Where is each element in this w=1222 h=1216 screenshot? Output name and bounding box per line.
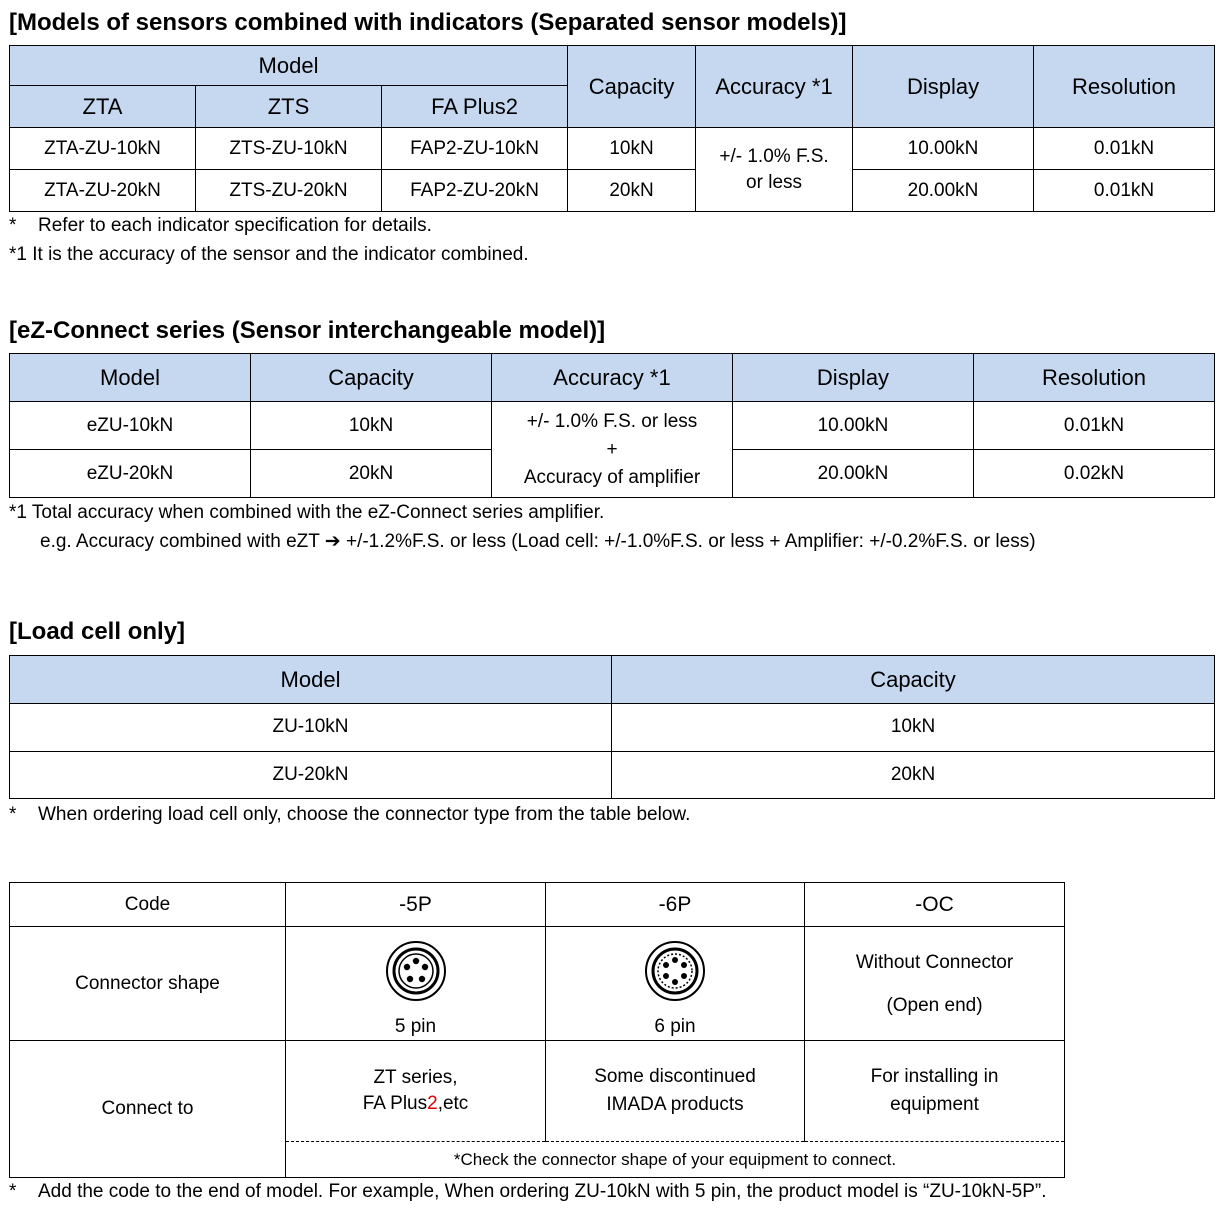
cell-accuracy (492, 402, 733, 498)
connect-oc-line2: equipment (890, 1094, 979, 1115)
cell-zta: ZTA-ZU-20kN (10, 170, 196, 212)
accuracy-line1: +/- 1.0% F.S. (719, 145, 829, 167)
shape-oc-line2: (Open end) (886, 994, 983, 1016)
cell-zts: ZTS-ZU-10kN (196, 128, 382, 170)
section4-note: Add the code to the end of model. For example, When ordering ZU-10kN with 5 pin, the product model is “ZU-10kN-5P”. (38, 1181, 1047, 1202)
header-display: Display (853, 46, 1034, 128)
header-capacity: Capacity (251, 354, 492, 402)
table-row (10, 402, 1215, 450)
shape-5p-label: 5 pin (394, 1016, 437, 1037)
section1-heading: [Models of sensors combined with indicators (Separated sensor models)] (9, 9, 847, 36)
connect-5p-line2c: ,etc (437, 1093, 469, 1114)
shape-oc-line1: Without Connector (855, 951, 1014, 973)
header-model: Model (10, 354, 251, 402)
header-resolution: Resolution (1034, 46, 1215, 128)
section4-note-star: * (9, 1181, 17, 1202)
accuracy-line2: or less (746, 171, 803, 193)
cell-display: 20.00kN (853, 170, 1034, 212)
code-5p: -5P (286, 883, 546, 927)
separated-sensor-table (9, 45, 1215, 212)
section3-note-star: * (9, 804, 17, 825)
table-row (10, 751, 1215, 798)
connect-5p-line2b: 2 (427, 1093, 438, 1114)
table-row (10, 704, 1215, 751)
connect-5p-cell (286, 1041, 546, 1142)
section1-note1: Refer to each indicator specification for details. (38, 215, 432, 236)
accuracy-line3: Accuracy of amplifier (523, 466, 701, 488)
cell-capacity: 10kN (568, 128, 696, 170)
code-6p: -6P (546, 883, 805, 927)
header-model: Model (10, 656, 612, 704)
code-oc: -OC (805, 883, 1065, 927)
cell-model: eZU-10kN (10, 402, 251, 450)
section1-note1-star: * (9, 215, 17, 236)
header-faplus2: FA Plus2 (382, 86, 568, 128)
check-note: *Check the connector shape of your equipment to connect. (286, 1142, 1065, 1178)
shape-6p-cell (546, 927, 805, 1041)
cell-resolution: 0.01kN (1034, 170, 1215, 212)
cell-model: eZU-20kN (10, 450, 251, 498)
cell-accuracy (696, 128, 853, 212)
connect-5p-line2a: FA Plus (362, 1093, 428, 1114)
code-label: Code (10, 883, 286, 927)
connector-6pin-icon (644, 940, 706, 1002)
header-capacity: Capacity (568, 46, 696, 128)
header-resolution: Resolution (974, 354, 1215, 402)
header-zts: ZTS (196, 86, 382, 128)
section2-note1: *1 Total accuracy when combined with the eZ-Connect series amplifier. (9, 502, 605, 523)
accuracy-line1: +/- 1.0% F.S. or less (526, 410, 698, 432)
cell-model: ZU-20kN (10, 751, 612, 798)
cell-resolution: 0.01kN (1034, 128, 1215, 170)
cell-model: ZU-10kN (10, 704, 612, 751)
shape-oc-cell (805, 927, 1065, 1041)
cell-fap2: FAP2-ZU-20kN (382, 170, 568, 212)
cell-display: 10.00kN (853, 128, 1034, 170)
header-model: Model (10, 46, 568, 86)
ez-connect-table (9, 353, 1215, 498)
cell-capacity: 20kN (251, 450, 492, 498)
header-capacity: Capacity (612, 656, 1215, 704)
load-cell-table (9, 655, 1215, 799)
table-row (10, 128, 1215, 170)
shape-label: Connector shape (10, 927, 286, 1041)
cell-resolution: 0.01kN (974, 402, 1215, 450)
shape-5p-cell (286, 927, 546, 1041)
section2-note2: e.g. Accuracy combined with eZT ➔ +/-1.2%F.S. or less (Load cell: +/-1.0%F.S. or less + Amplifier: +/-0.2%F.S. or less) (40, 531, 1036, 552)
cell-zts: ZTS-ZU-20kN (196, 170, 382, 212)
connect-6p-cell (546, 1041, 805, 1142)
section2-heading: [eZ-Connect series (Sensor interchangeable model)] (9, 317, 606, 344)
connector-table (9, 882, 1065, 1178)
section3-note: When ordering load cell only, choose the connector type from the table below. (38, 804, 691, 825)
header-accuracy: Accuracy *1 (492, 354, 733, 402)
connect-6p-line1: Some discontinued (594, 1066, 756, 1087)
connect-oc-line1: For installing in (870, 1066, 999, 1087)
cell-display: 10.00kN (733, 402, 974, 450)
connect-6p-line2: IMADA products (606, 1094, 744, 1115)
section3-heading: [Load cell only] (9, 618, 186, 645)
header-accuracy: Accuracy *1 (696, 46, 853, 128)
accuracy-line2: + (606, 438, 618, 460)
cell-fap2: FAP2-ZU-10kN (382, 128, 568, 170)
shape-6p-label: 6 pin (654, 1016, 696, 1037)
cell-capacity: 10kN (612, 704, 1215, 751)
cell-display: 20.00kN (733, 450, 974, 498)
cell-capacity: 10kN (251, 402, 492, 450)
cell-capacity: 20kN (612, 751, 1215, 798)
connector-5pin-icon (385, 940, 447, 1002)
cell-zta: ZTA-ZU-10kN (10, 128, 196, 170)
header-zta: ZTA (10, 86, 196, 128)
cell-resolution: 0.02kN (974, 450, 1215, 498)
header-display: Display (733, 354, 974, 402)
cell-capacity: 20kN (568, 170, 696, 212)
section1-note2: *1 It is the accuracy of the sensor and the indicator combined. (9, 244, 529, 265)
connect-oc-cell (805, 1041, 1065, 1142)
table-row (10, 170, 1215, 212)
connect-5p-line1: ZT series, (373, 1067, 458, 1088)
connect-label: Connect to (10, 1041, 286, 1178)
